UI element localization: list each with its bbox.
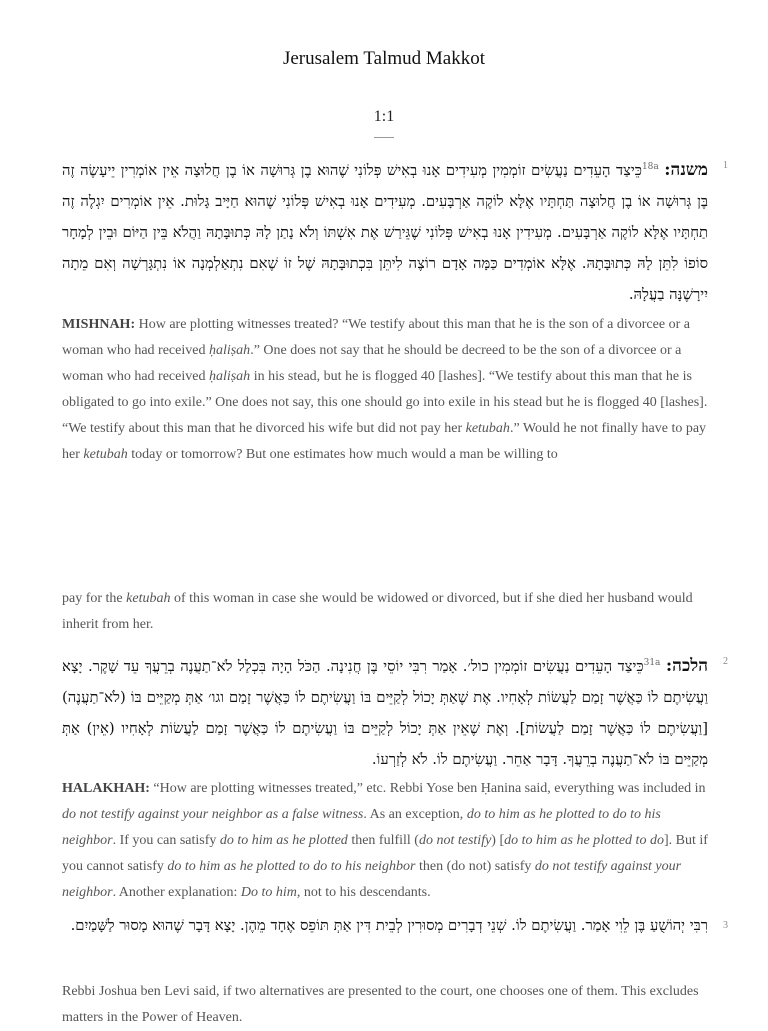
text-run: ]. But if you cannot satisfy (62, 833, 708, 874)
section3-hebrew: רִבִּי יְהוֹשֻׁעַ בֶּן לֵוִי אָמַר. וַעֲשִׂיתֶם לוֹ. שְׁנֵי דְבָרִים מְסוּרִין לְבֵית דִּין אַתְּ תּוֹפֵס אֶחָד מֵהֶן. יָצָא דָּבָר שֶׁהוּא מָסוּר לַשָּׁמַיִם. (70, 917, 708, 934)
verse-number: 3 (723, 920, 728, 931)
quoted-verse: do to him as he plotted to do to his neighbor (62, 807, 661, 848)
text-run: . As an exception, (363, 807, 467, 822)
text-run: in his stead, but he is flogged 40 [lashes]. “We testify about this man that he is obligated to go into exile.” One does not say, this one should go into exile in his stead but he is flogged 40 [lashes]. “We testify about this man that he divorced his wife but did not pay her (62, 369, 708, 436)
section-header: 1:1 (373, 108, 395, 125)
halakhah-english (62, 776, 708, 906)
term-ketubah: ketubah (465, 421, 510, 436)
text-run: of this woman in case she would be widowed or divorced, but if she died her husband would inherit from her. (62, 591, 693, 632)
mishnah-english (62, 312, 708, 468)
term-ketubah: ketubah (83, 447, 128, 462)
folio-ref: 18a (641, 162, 659, 172)
term-halisah: ḥaliṣah (208, 343, 251, 358)
text-run: ) [ (491, 833, 505, 848)
mishnah-english-continued (62, 586, 708, 638)
section-rule (374, 137, 394, 138)
text-run: .” Would he not finally have to pay her (62, 421, 707, 462)
quoted-verse: do to him as he plotted to do to his neighbor (167, 859, 416, 874)
halakhah-hebrew (62, 648, 708, 775)
term-halisah: ḥaliṣah (208, 369, 251, 384)
quoted-verse: do not testify against your neighbor as a false witness (62, 807, 364, 822)
mishnah-hebrew-text: כֵּיצַד הָעֵדִים נַעֲשִׂים זוֹמְמִין מְעִידִים אָנוּ בְאִישׁ פְּלוֹנִי שֶׁהוּא בֶן גְּרוּשָׁה אוֹ בֶן חֲלוּצָה אֵין אוֹמְרִין יֵיעָשֶׂה זֶה בֶּן גְּרוּשָׁה אוֹ בֶן חֲלוּצָה תַּחְתָּיו אֶלָּא לוֹקֶה אַרְבָּעִים. מְעִידִים אָנוּ בְאִישׁ פְּלוֹנִי שֶׁהוּא חַיָּיב גָּלוּת. אֵין אוֹמְרִים יִגְלֶה זֶה תַחְתָּיו אֶלָּא לוֹקֶה אַרְבָּעִים. מְעִידִין אָנוּ בְאִישׁ פְּלוֹנִי שֶׁגֵּירַשׁ אֶת אִשְׁתּוֹ וְלֹא נָתַן לָהּ כְּתוּבָּתָהּ וַהֲלֹא בֵּין הַיּוֹם וּבֵין לְמָחָר סוֹפוֹ לִתֵּן לָהּ כְּתוּבָּתָהּ. אֶלָּא אוֹמְדִים כַּמָּה אָדָם רוֹצֶה לִיתֵּן בִּכְתוּבָּתָהּ שֶׁל זוֹ שֶׁאִם נִתְאַלְמְנָה אוֹ נִתְגָּרְשָׁה וְאִם מֵתָה יִירָשֶׁנָּה בַעֲלָהּ. (62, 161, 708, 303)
text-run: then fulfill ( (347, 833, 419, 848)
text-run: , not to his descendants. (296, 885, 431, 900)
term-ketubah: ketubah (126, 591, 171, 606)
halakhah-label: הלכה: (665, 655, 708, 676)
page-title: Jerusalem Talmud Makkot (282, 48, 485, 69)
text-run: . Another explanation: (112, 885, 241, 900)
quoted-verse: do not testify against your neighbor (62, 859, 682, 900)
quoted-verse: do not testify (418, 833, 492, 848)
text-run: then (do not) satisfy (415, 859, 535, 874)
section3-english: Rebbi Joshua ben Levi said, if two alternatives are presented to the court, one chooses one of them. This excludes matters in the Power of Heaven. (62, 984, 699, 1025)
mishnah-hebrew (62, 152, 708, 310)
mishnah-english-label: MISHNAH: (62, 317, 136, 332)
verse-number: 1 (723, 160, 728, 171)
quoted-verse: do to him as he plotted to do (504, 833, 664, 848)
text-run: today or tomorrow? But one estimates how much would a man be willing to (127, 447, 558, 462)
text-run: How are plotting witnesses treated? “We testify about this man that he is the son of a divorcee or a woman who had received (62, 317, 690, 358)
text-run: pay for the (62, 591, 127, 606)
verse-number: 2 (723, 656, 728, 667)
folio-ref: 31a (643, 658, 661, 668)
quoted-verse: do to him as he plotted (219, 833, 348, 848)
mishnah-label: משנה: (664, 159, 708, 180)
text-run: .” One does not say that he should be decreed to be the son of a divorcee or a woman who had received (62, 343, 682, 384)
halakhah-hebrew-text: כֵּיצַד הָעֵדִים נַעֲשִׂים זוֹמְמִין כול׳. אָמַר רִבִּי יוֹסֵי בֶּן חֲנִינָה. הַכֹּל הָיָה בִּכְלַל לֹא־תַעֲנֶה בְרֵעֲךָ עֵד שָׁקֶר. יָצָא וַעֲשִׂיתֶם לוֹ כַּאֲשֶׁר זָמַם לַעֲשׂוֹת לְאָחִיו. אֶת שֶׁאַתְּ יָכוֹל לְקַיֵּים בּוֹ וַעֲשִׂיתֶם לוֹ כַּאֲשֶׁר זָמַם וגו׳ אַתְּ מְקַיֵּים בּוֹ (לֹא־תַעֲנֶה) [וַעֲשִׂיתֶם לוֹ כַּאֲשֶׁר זָמַם לַעֲשׂוֹת]. וְאֶת שֶׁאֵין אַתְּ יָכוֹל לְקַיֵּים בּוֹ וַעֲשִׂיתֶם לוֹ כַּאֲשֶׁר זָמַם לַעֲשׂוֹת לְאָחִיו (אֵין) אַתְּ מְקַיֵּים בּוֹ לֹא־תַעֲנֶה בְרֵעֲךָ. דָּבָר אַחֵר. וַעֲשִׂיתֶם לוֹ. לֹא לְזַרְעוֹ. (62, 657, 708, 768)
quoted-verse: Do to him (240, 885, 297, 900)
halakhah-english-label: HALAKHAH: (62, 781, 150, 796)
text-run: . If you can satisfy (112, 833, 220, 848)
text-run: “How are plotting witnesses treated,” etc. Rebbi Yose ben Ḥanina said, everything was included in (149, 781, 706, 796)
